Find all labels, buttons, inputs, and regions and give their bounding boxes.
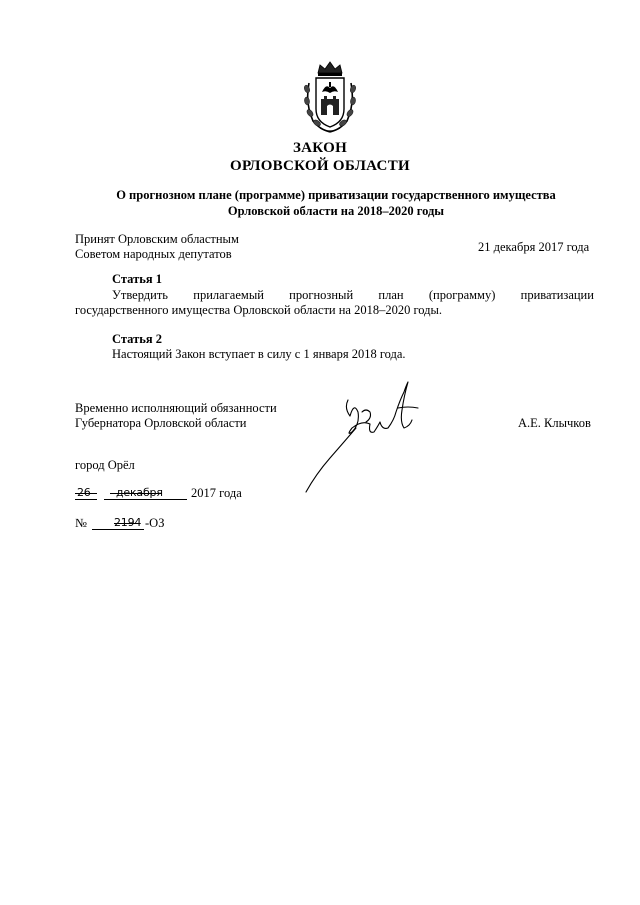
signing-day: 26 bbox=[77, 486, 91, 499]
handwritten-signature-icon bbox=[300, 372, 440, 497]
month-underline bbox=[104, 499, 187, 500]
month-strikeline bbox=[110, 493, 162, 494]
article-1-word: план bbox=[378, 288, 404, 302]
article-1-word: прилагаемый bbox=[193, 288, 264, 302]
law-number-suffix: -ОЗ bbox=[145, 516, 165, 530]
issuing-region-title: ОРЛОВСКОЙ ОБЛАСТИ bbox=[230, 158, 410, 174]
signing-year: 2017 года bbox=[191, 486, 242, 500]
law-subject-line2: Орловской области на 2018–2020 годы bbox=[227, 204, 445, 218]
number-strikeline bbox=[114, 523, 140, 524]
signatory-name: А.Е. Клычков bbox=[518, 416, 591, 430]
adopted-by-line1: Принят Орловским областным bbox=[75, 232, 239, 246]
signing-city: город Орёл bbox=[75, 458, 135, 472]
law-number: 2194 bbox=[114, 516, 142, 529]
article-2-heading: Статья 2 bbox=[112, 332, 162, 346]
adopted-by-line2: Советом народных депутатов bbox=[75, 247, 232, 261]
article-1-line2: государственного имущества Орловской области на 2018–2020 годы. bbox=[75, 303, 443, 317]
number-underline bbox=[92, 529, 144, 530]
day-strikeline bbox=[75, 493, 97, 494]
day-underline bbox=[75, 499, 97, 500]
article-1-word: (программу) bbox=[428, 288, 496, 302]
law-number-prefix: № bbox=[75, 516, 87, 530]
adoption-date: 21 декабря 2017 года bbox=[478, 240, 590, 254]
signing-month: декабря bbox=[116, 486, 163, 499]
article-1-word: Утвердить bbox=[112, 288, 168, 302]
article-1-line1 bbox=[112, 288, 594, 303]
article-1-heading: Статья 1 bbox=[112, 272, 162, 286]
orel-region-coat-of-arms-icon bbox=[303, 59, 357, 135]
article-2-line1: Настоящий Закон вступает в силу с 1 января 2018 года. bbox=[112, 347, 406, 361]
signatory-position-line2: Губернатора Орловской области bbox=[75, 416, 247, 430]
law-subject-line1: О прогнозном плане (программе) приватизации государственного имущества bbox=[116, 188, 556, 202]
signatory-position-line1: Временно исполняющий обязанности bbox=[75, 401, 277, 415]
document-type-title: ЗАКОН bbox=[292, 140, 348, 156]
article-1-word: приватизации bbox=[520, 288, 594, 302]
article-1-word: прогнозный bbox=[289, 288, 354, 302]
